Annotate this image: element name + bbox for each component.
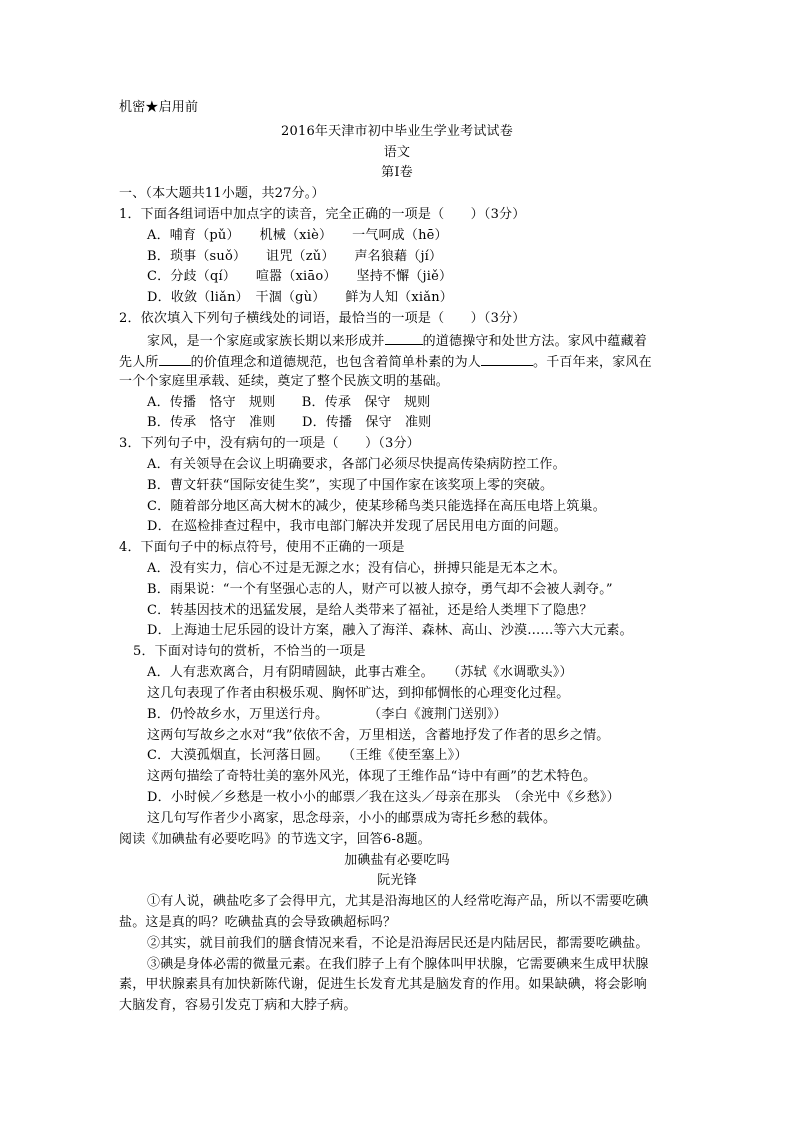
q1-option-c: C．分歧（qí） 喧嚣（xiāo） 坚持不懈（jiě） (147, 269, 453, 284)
fill-blank (159, 351, 191, 366)
q2-passage-line-2 (119, 351, 652, 371)
q1-stem: 1．下面各组词语中加点字的读音，完全正确的一项是（ ）（3分） (119, 207, 526, 222)
q5-option-b: B．仍怜故乡水，万里送行舟。 （李白《渡荆门送别》） (147, 707, 507, 722)
q1-option-b: B．琐事（suǒ） 诅咒（zǔ） 声名狼藉（jí） (147, 249, 443, 264)
reading-paragraph-3-end: 大脑发育，容易引发克丁病和大脖子病。 (119, 998, 357, 1013)
q2-options-cd: B．传承 恪守 准则 D．传播 保守 准则 (147, 415, 432, 430)
reading-intro: 阅读《加碘盐有必要吃吗》的节选文字，回答6-8题。 (119, 832, 431, 847)
volume-title: 第Ⅰ卷 (381, 165, 413, 180)
q5-option-a-note: 这几句表现了作者由积极乐观、胸怀旷达，到抑郁惆怅的心理变化过程。 (147, 686, 570, 701)
q5-option-d: D．小时候／乡愁是一枚小小的邮票／我在这头／母亲在那头 （余光中《乡愁》） (147, 790, 620, 805)
q2-passage-text: 先人所 (119, 355, 159, 370)
q3-option-b: B．曹文轩获“国际安徒生奖”，实现了中国作家在该奖项上零的突破。 (147, 478, 554, 493)
q3-option-d: D．在巡检排查过程中，我市电部门解决并发现了居民用电方面的问题。 (147, 519, 567, 534)
q5-option-b-note: 这两句写故乡之水对“我”依依不舍，万里相送，含蓄地抒发了作者的思乡之情。 (147, 728, 610, 743)
q5-stem: 5．下面对诗句的赏析，不恰当的一项是 (133, 644, 366, 659)
exam-title: 2016年天津市初中毕业生学业考试试卷 (281, 124, 513, 139)
q3-option-a: A．有关领导在会议上明确要求，各部门必须尽快提高传染病防控工作。 (147, 457, 566, 472)
secret-mark: 机密★启用前 (119, 100, 199, 115)
q2-passage-text: 。千百年来，家风在 (533, 355, 652, 370)
q4-stem: 4．下面句子中的标点符号，使用不正确的一项是 (119, 540, 405, 555)
q4-option-a: A．没有实力，信心不过是无源之水；没有信心，拼搏只能是无本之木。 (147, 561, 566, 576)
q5-option-a: A．人有悲欢离合，月有阴晴圆缺，此事古难全。 （苏轼《水调歌头》） (147, 665, 573, 680)
q5-option-c: C．大漠孤烟直，长河落日圆。 （王维《使至塞上》） (147, 748, 468, 763)
fill-blank (385, 330, 423, 345)
q2-stem: 2．依次填入下列句子横线处的词语，最恰当的一项是（ ）（3分） (119, 311, 526, 326)
reading-paragraph-1-cont: 盐。这是真的吗？吃碘盐真的会导致碘超标吗？ (119, 915, 397, 930)
reading-paragraph-3: ③碘是身体必需的微量元素。在我们脖子上有个腺体叫甲状腺，它需要碘来生成甲状腺 (147, 957, 649, 972)
reading-paragraph-3-cont: 素，甲状腺素具有加快新陈代谢，促进生长发育尤其是脑发育的作用。如果缺碘，将会影响 (119, 977, 648, 992)
reading-paragraph-2: ②其实，就目前我们的膳食情况来看，不论是沿海居民还是内陆居民，都需要吃碘盐。 (147, 936, 649, 951)
q5-option-c-note: 这两句描绘了奇特壮美的塞外风光，体现了王维作品“诗中有画”的艺术特色。 (147, 769, 597, 784)
reading-title: 加碘盐有必要吃吗 (344, 853, 450, 868)
reading-paragraph-1: ①有人说，碘盐吃多了会得甲亢，尤其是沿海地区的人经常吃海产品，所以不需要吃碘 (147, 894, 649, 909)
q2-passage-text: 的道德操守和处世方法。家风中蕴藏着 (422, 334, 648, 349)
q1-option-d: D．收敛（liǎn） 干涸（gù） 鲜为人知（xiǎn） (147, 290, 453, 305)
q1-option-a: A．哺育（pǔ） 机械（xiè） 一气呵成（hē） (147, 228, 448, 243)
section-heading: 一、（本大题共11小题，共27分。） (119, 186, 325, 201)
q4-option-c: C．转基因技术的迅猛发展，是给人类带来了福祉，还是给人类埋下了隐患？ (147, 603, 593, 618)
subject-title: 语文 (383, 145, 411, 160)
q2-passage-line-1 (147, 330, 647, 350)
q4-option-d: D．上海迪士尼乐园的设计方案，融入了海洋、森林、高山、沙漠……等六大元素。 (147, 623, 633, 638)
fill-blank (481, 351, 533, 366)
q2-passage-line-3: 一个个家庭里承载、延续，奠定了整个民族文明的基础。 (119, 374, 450, 389)
q2-options-ab: A．传播 恪守 规则 B．传承 保守 规则 (147, 395, 431, 410)
q2-passage-text: 家风，是一个家庭或家族长期以来形成并 (147, 334, 385, 349)
q5-option-d-note: 这几句写作者少小离家，思念母亲，小小的邮票成为寄托乡愁的载体。 (147, 811, 557, 826)
q2-passage-text: 的价值理念和道德规范，也包含着简单朴素的为人 (190, 355, 482, 370)
reading-author: 阮光锋 (377, 873, 417, 888)
q3-option-c: C．随着部分地区高大树木的减少，使某珍稀鸟类只能选择在高压电塔上筑巢。 (147, 499, 606, 514)
q4-option-b: B．雨果说：“一个有坚强心志的人，财产可以被人掠夺，勇气却不会被人剥夺。” (147, 582, 613, 597)
q3-stem: 3．下列句子中，没有病句的一项是（ ）（3分） (119, 436, 420, 451)
